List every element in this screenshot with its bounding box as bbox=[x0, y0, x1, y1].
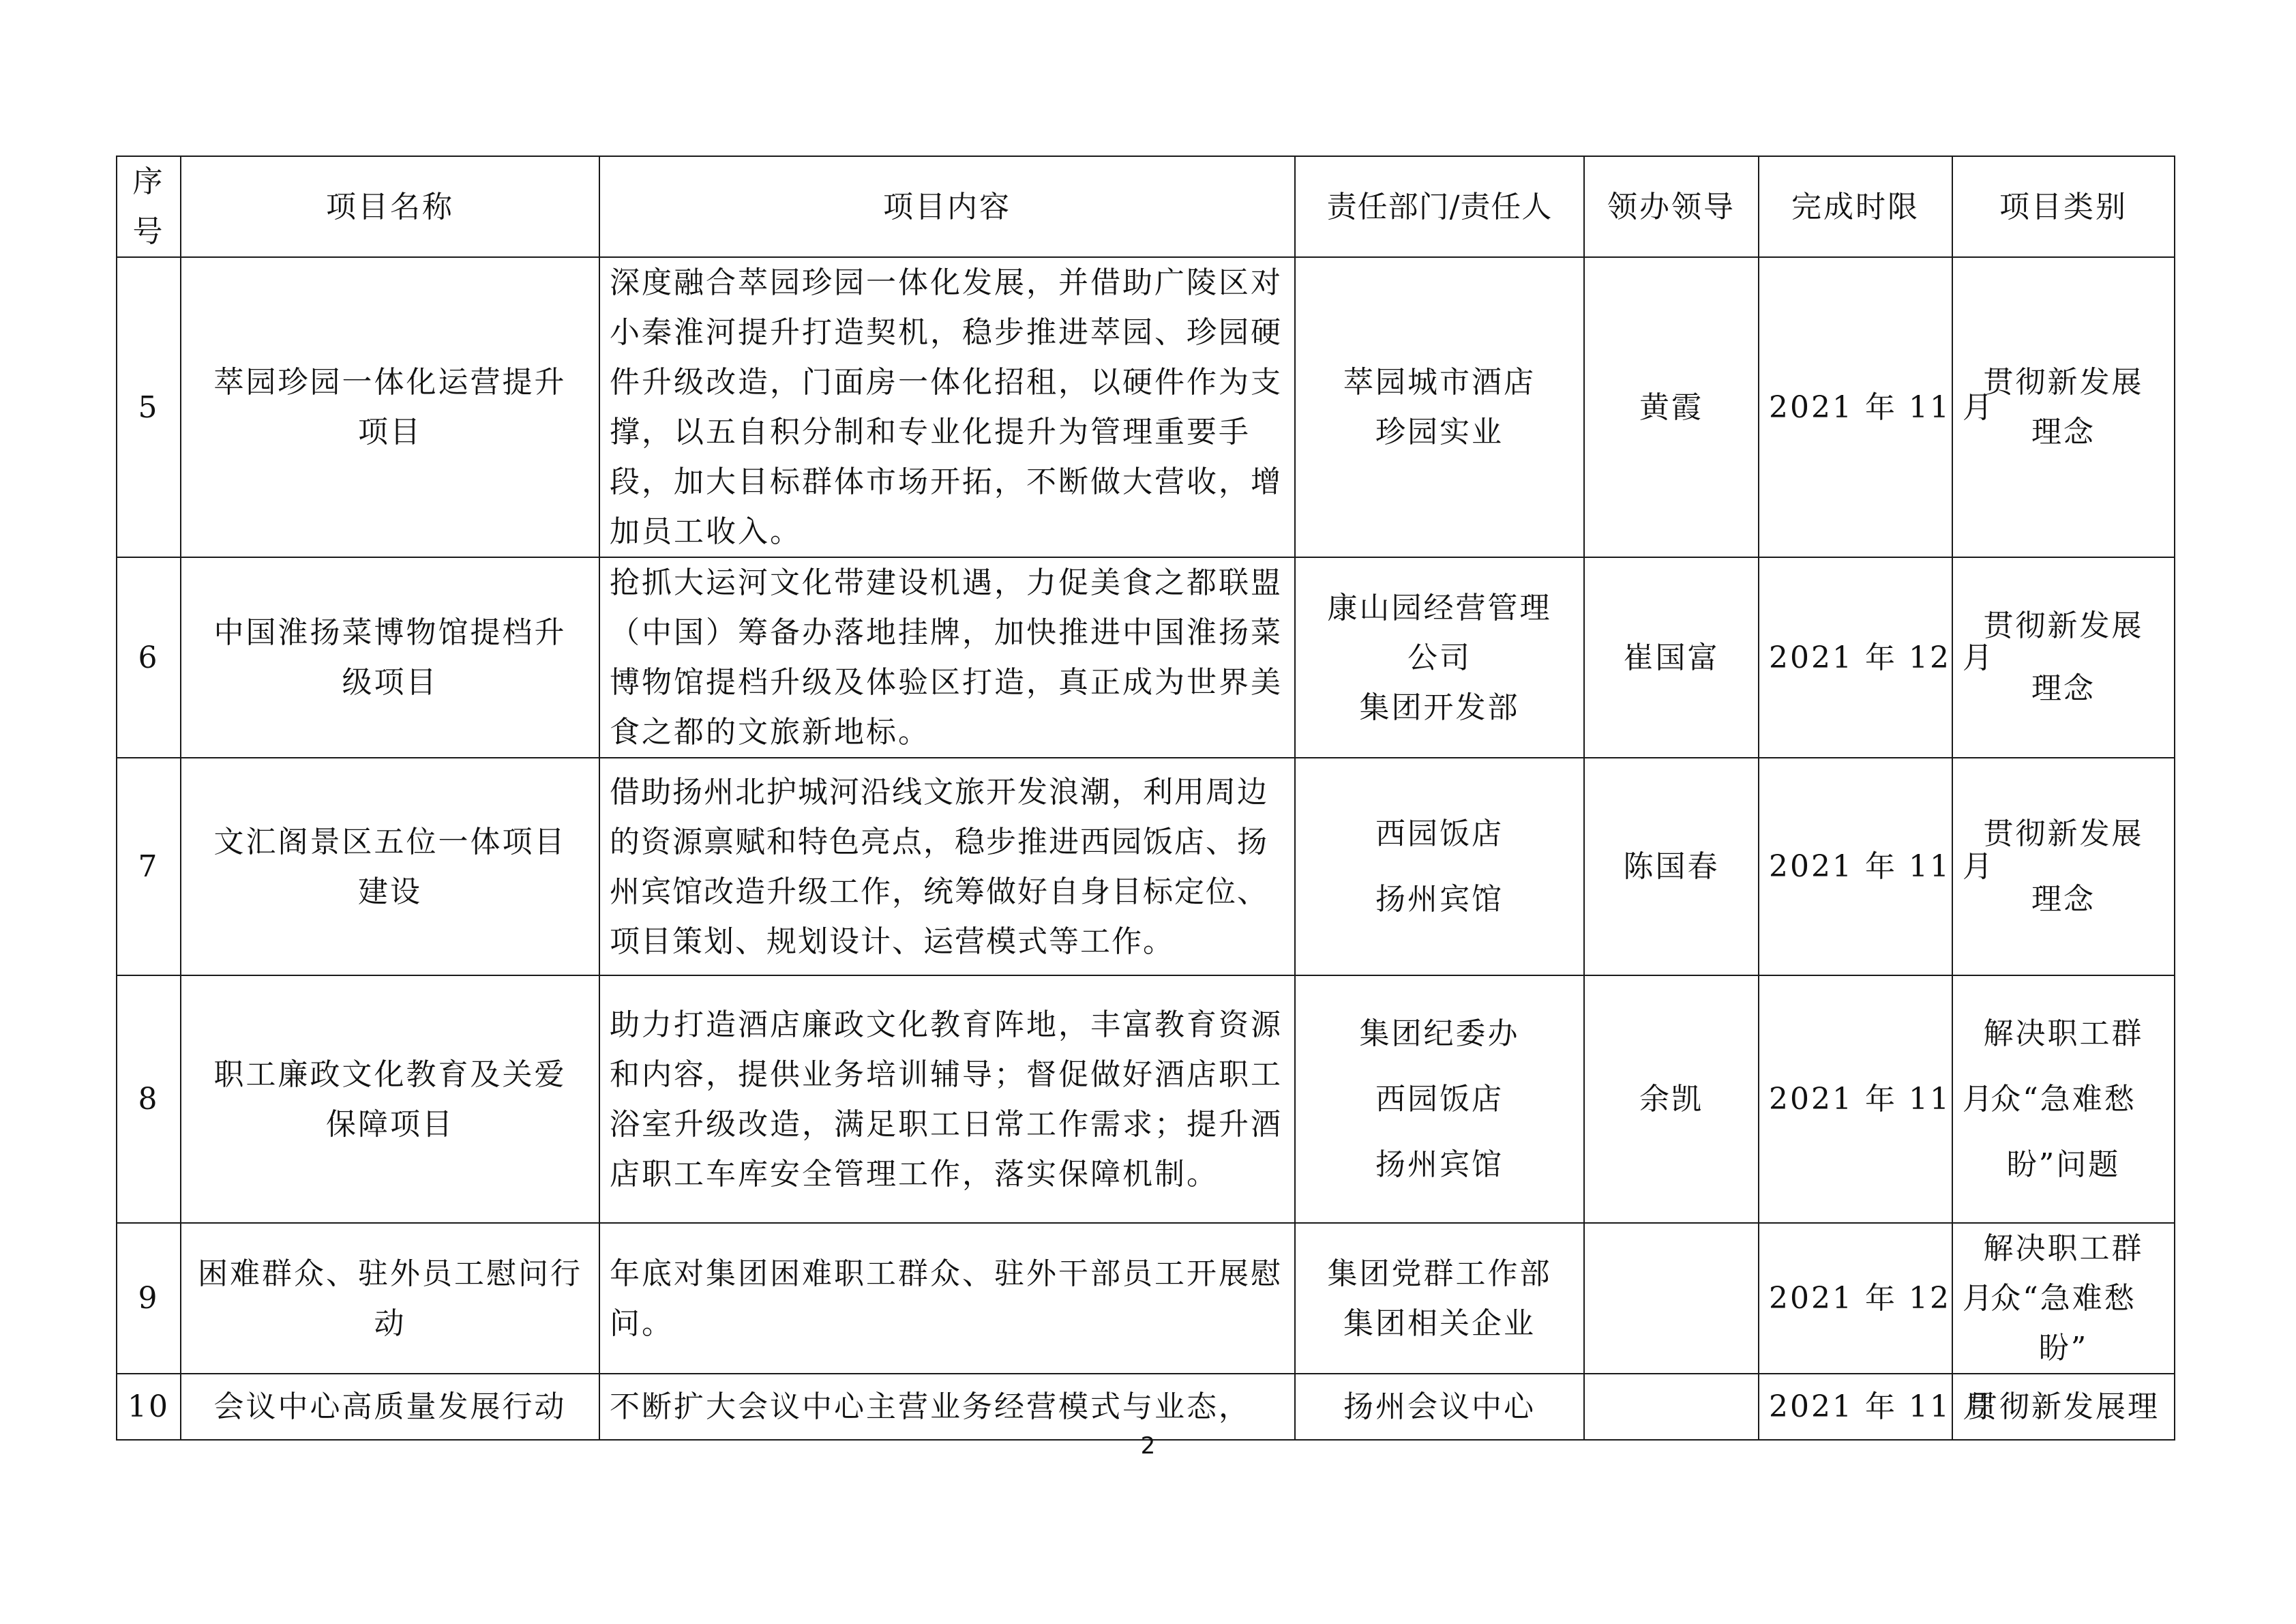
header-leader: 领办领导 bbox=[1584, 156, 1759, 257]
row-seq: 6 bbox=[117, 557, 181, 758]
header-deadline: 完成时限 bbox=[1759, 156, 1952, 257]
table-row bbox=[117, 975, 2175, 1223]
header-dept: 责任部门/责任人 bbox=[1295, 156, 1584, 257]
row-deadline: 2021 年 12 月 bbox=[1759, 557, 1952, 758]
row-dept bbox=[1295, 557, 1584, 758]
row-content: 助力打造酒店廉政文化教育阵地，丰富教育资源和内容，提供业务培训辅导；督促做好酒店职工浴室升级改造，满足职工日常工作需求；提升酒店职工车库安全管理工作，落实保障机制。 bbox=[599, 975, 1295, 1223]
row-deadline: 2021 年 11 月 bbox=[1759, 975, 1952, 1223]
row-name: 文汇阁景区五位一体项目建设 bbox=[181, 758, 599, 975]
row-leader: 余凯 bbox=[1584, 975, 1759, 1223]
table-row bbox=[117, 257, 2175, 557]
row-content: 不断扩大会议中心主营业务经营模式与业态， bbox=[599, 1374, 1295, 1440]
row-category: 贯彻新发展理 bbox=[1952, 1374, 2175, 1440]
header-name: 项目名称 bbox=[181, 156, 599, 257]
header-seq: 序号 bbox=[117, 156, 181, 257]
row-category: 贯彻新发展理念 bbox=[1952, 758, 2175, 975]
row-content: 借助扬州北护城河沿线文旅开发浪潮，利用周边的资源禀赋和特色亮点，稳步推进西园饭店、扬州宾馆改造升级工作，统筹做好自身目标定位、项目策划、规划设计、运营模式等工作。 bbox=[599, 758, 1295, 975]
row-leader bbox=[1584, 1374, 1759, 1440]
row-leader bbox=[1584, 1223, 1759, 1374]
table-row bbox=[117, 758, 2175, 975]
row-category: 解决职工群众“急难愁盼” bbox=[1952, 1223, 2175, 1374]
dept-line: 集团开发部 bbox=[1359, 690, 1520, 725]
row-content: 年底对集团困难职工群众、驻外干部员工开展慰问。 bbox=[599, 1223, 1295, 1374]
table-row bbox=[117, 1223, 2175, 1374]
table-row bbox=[117, 1374, 2175, 1440]
row-seq: 8 bbox=[117, 975, 181, 1223]
row-dept bbox=[1295, 758, 1584, 975]
row-content: 抢抓大运河文化带建设机遇，力促美食之都联盟（中国）筹备办落地挂牌，加快推进中国淮扬菜博物馆提档升级及体验区打造，真正成为世界美食之都的文旅新地标。 bbox=[599, 557, 1295, 758]
dept-line: 西园饭店 bbox=[1375, 1081, 1504, 1117]
row-leader: 黄霞 bbox=[1584, 257, 1759, 557]
row-deadline: 2021 年 11 月 bbox=[1759, 257, 1952, 557]
header-row bbox=[117, 156, 2175, 257]
row-dept bbox=[1295, 975, 1584, 1223]
dept-line: 珍园实业 bbox=[1375, 415, 1504, 449]
dept-line: 集团相关企业 bbox=[1343, 1305, 1536, 1341]
row-content: 深度融合萃园珍园一体化发展，并借助广陵区对小秦淮河提升打造契机，稳步推进萃园、珍园硬件升级改造，门面房一体化招租，以硬件作为支撑，以五自积分制和专业化提升为管理重要手段，加大目标群体市场开拓，不断做大营收，增加员工收入。 bbox=[599, 257, 1295, 557]
dept-line: 公司 bbox=[1407, 640, 1472, 675]
row-deadline: 2021 年 12 月 bbox=[1759, 1223, 1952, 1374]
dept-line: 扬州会议中心 bbox=[1343, 1389, 1536, 1424]
dept-line: 萃园城市酒店 bbox=[1343, 365, 1536, 400]
table-row bbox=[117, 557, 2175, 758]
row-seq: 7 bbox=[117, 758, 181, 975]
dept-line: 集团纪委办 bbox=[1359, 1016, 1520, 1051]
row-name: 会议中心高质量发展行动 bbox=[181, 1374, 599, 1440]
header-category: 项目类别 bbox=[1952, 156, 2175, 257]
dept-line: 西园饭店 bbox=[1375, 816, 1504, 851]
row-deadline: 2021 年 11 月 bbox=[1759, 758, 1952, 975]
row-leader: 崔国富 bbox=[1584, 557, 1759, 758]
row-category: 解决职工群众“急难愁盼”问题 bbox=[1952, 975, 2175, 1223]
row-dept bbox=[1295, 257, 1584, 557]
dept-line: 集团党群工作部 bbox=[1327, 1256, 1552, 1291]
row-category: 贯彻新发展理念 bbox=[1952, 257, 2175, 557]
header-content: 项目内容 bbox=[599, 156, 1295, 257]
dept-line: 扬州宾馆 bbox=[1375, 1147, 1504, 1182]
row-name: 中国淮扬菜博物馆提档升级项目 bbox=[181, 557, 599, 758]
row-seq: 10 bbox=[117, 1374, 181, 1440]
row-leader: 陈国春 bbox=[1584, 758, 1759, 975]
row-category: 贯彻新发展理念 bbox=[1952, 557, 2175, 758]
dept-line: 康山园经营管理 bbox=[1327, 590, 1552, 625]
row-name: 困难群众、驻外员工慰问行动 bbox=[181, 1223, 599, 1374]
row-dept bbox=[1295, 1223, 1584, 1374]
page-number: 2 bbox=[1140, 1432, 1156, 1460]
row-deadline: 2021 年 11 月 bbox=[1759, 1374, 1952, 1440]
row-name: 职工廉政文化教育及关爱保障项目 bbox=[181, 975, 599, 1223]
dept-line: 扬州宾馆 bbox=[1375, 881, 1504, 917]
row-dept bbox=[1295, 1374, 1584, 1440]
project-table bbox=[116, 156, 2175, 1441]
row-seq: 9 bbox=[117, 1223, 181, 1374]
row-name: 萃园珍园一体化运营提升项目 bbox=[181, 257, 599, 557]
row-seq: 5 bbox=[117, 257, 181, 557]
